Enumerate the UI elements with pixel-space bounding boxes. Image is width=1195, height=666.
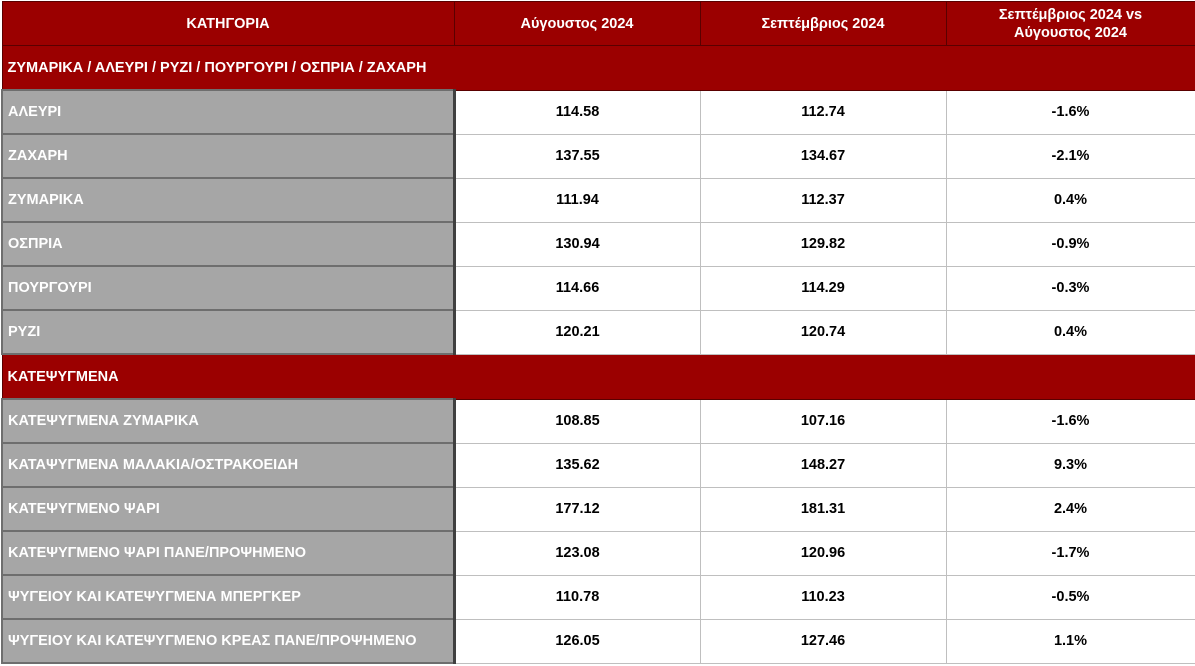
section-row — [2, 354, 1195, 399]
table-row — [2, 222, 1195, 266]
table-row — [2, 266, 1195, 310]
header-change — [946, 2, 1195, 46]
price-table-body — [2, 2, 1195, 664]
september-value-cell: 134.67 — [700, 134, 946, 178]
header-august: Αύγουστος 2024 — [454, 2, 700, 46]
category-cell: ΚΑΤΕΨΥΓΜΕΝΟ ΨΑΡΙ ΠΑΝΕ/ΠΡΟΨΗΜΕΝΟ — [2, 531, 454, 575]
price-table — [1, 1, 1195, 664]
category-cell: ΚΑΤΑΨΥΓΜΕΝΑ ΜΑΛΑΚΙΑ/ΟΣΤΡΑΚΟΕΙΔΗ — [2, 443, 454, 487]
september-value-cell: 107.16 — [700, 399, 946, 443]
change-value-cell: -1.6% — [946, 399, 1195, 443]
september-value-cell: 120.96 — [700, 531, 946, 575]
category-cell: ΡΥΖΙ — [2, 310, 454, 354]
category-cell: ΠΟΥΡΓΟΥΡΙ — [2, 266, 454, 310]
august-value-cell: 111.94 — [454, 178, 700, 222]
change-value-cell: -0.9% — [946, 222, 1195, 266]
august-value-cell: 114.58 — [454, 90, 700, 134]
august-value-cell: 123.08 — [454, 531, 700, 575]
category-cell: ΨΥΓΕΙΟΥ ΚΑΙ ΚΑΤΕΨΥΓΜΕΝΑ ΜΠΕΡΓΚΕΡ — [2, 575, 454, 619]
section-title: ΖΥΜΑΡΙΚΑ / ΑΛΕΥΡΙ / ΡΥΖΙ / ΠΟΥΡΓΟΥΡΙ / ΟΣΠΡΙΑ / ΖΑΧΑΡΗ — [2, 46, 1195, 91]
september-value-cell: 112.74 — [700, 90, 946, 134]
header-change-line1: Σεπτέμβριος 2024 vs — [998, 6, 1143, 23]
table-row — [2, 90, 1195, 134]
table-row — [2, 443, 1195, 487]
change-value-cell: -1.7% — [946, 531, 1195, 575]
header-category: ΚΑΤΗΓΟΡΙΑ — [2, 2, 454, 46]
category-cell: ΚΑΤΕΨΥΓΜΕΝΑ ΖΥΜΑΡΙΚΑ — [2, 399, 454, 443]
change-value-cell: 2.4% — [946, 487, 1195, 531]
change-value-cell: -2.1% — [946, 134, 1195, 178]
august-value-cell: 108.85 — [454, 399, 700, 443]
table-row — [2, 310, 1195, 354]
august-value-cell: 135.62 — [454, 443, 700, 487]
category-cell: ΖΥΜΑΡΙΚΑ — [2, 178, 454, 222]
change-value-cell: -0.5% — [946, 575, 1195, 619]
change-value-cell: -0.3% — [946, 266, 1195, 310]
table-row — [2, 575, 1195, 619]
september-value-cell: 129.82 — [700, 222, 946, 266]
august-value-cell: 114.66 — [454, 266, 700, 310]
change-value-cell: -1.6% — [946, 90, 1195, 134]
august-value-cell: 177.12 — [454, 487, 700, 531]
table-row — [2, 178, 1195, 222]
table-row — [2, 619, 1195, 663]
september-value-cell: 114.29 — [700, 266, 946, 310]
august-value-cell: 120.21 — [454, 310, 700, 354]
september-value-cell: 181.31 — [700, 487, 946, 531]
category-cell: ΚΑΤΕΨΥΓΜΕΝΟ ΨΑΡΙ — [2, 487, 454, 531]
table-row — [2, 531, 1195, 575]
table-row — [2, 134, 1195, 178]
august-value-cell: 137.55 — [454, 134, 700, 178]
header-september: Σεπτέμβριος 2024 — [700, 2, 946, 46]
september-value-cell: 110.23 — [700, 575, 946, 619]
category-cell: ΑΛΕΥΡΙ — [2, 90, 454, 134]
september-value-cell: 112.37 — [700, 178, 946, 222]
change-value-cell: 0.4% — [946, 310, 1195, 354]
september-value-cell: 148.27 — [700, 443, 946, 487]
august-value-cell: 130.94 — [454, 222, 700, 266]
category-cell: ΖΑΧΑΡΗ — [2, 134, 454, 178]
august-value-cell: 126.05 — [454, 619, 700, 663]
august-value-cell: 110.78 — [454, 575, 700, 619]
header-row — [2, 2, 1195, 46]
september-value-cell: 120.74 — [700, 310, 946, 354]
section-row — [2, 46, 1195, 91]
category-cell: ΨΥΓΕΙΟΥ ΚΑΙ ΚΑΤΕΨΥΓΜΕΝΟ ΚΡΕΑΣ ΠΑΝΕ/ΠΡΟΨΗΜΕΝΟ — [2, 619, 454, 663]
change-value-cell: 1.1% — [946, 619, 1195, 663]
september-value-cell: 127.46 — [700, 619, 946, 663]
category-cell: ΟΣΠΡΙΑ — [2, 222, 454, 266]
table-row — [2, 487, 1195, 531]
change-value-cell: 9.3% — [946, 443, 1195, 487]
header-change-line2: Αύγουστος 2024 — [1014, 24, 1127, 41]
change-value-cell: 0.4% — [946, 178, 1195, 222]
section-title: ΚΑΤΕΨΥΓΜΕΝΑ — [2, 354, 1195, 399]
table-row — [2, 399, 1195, 443]
